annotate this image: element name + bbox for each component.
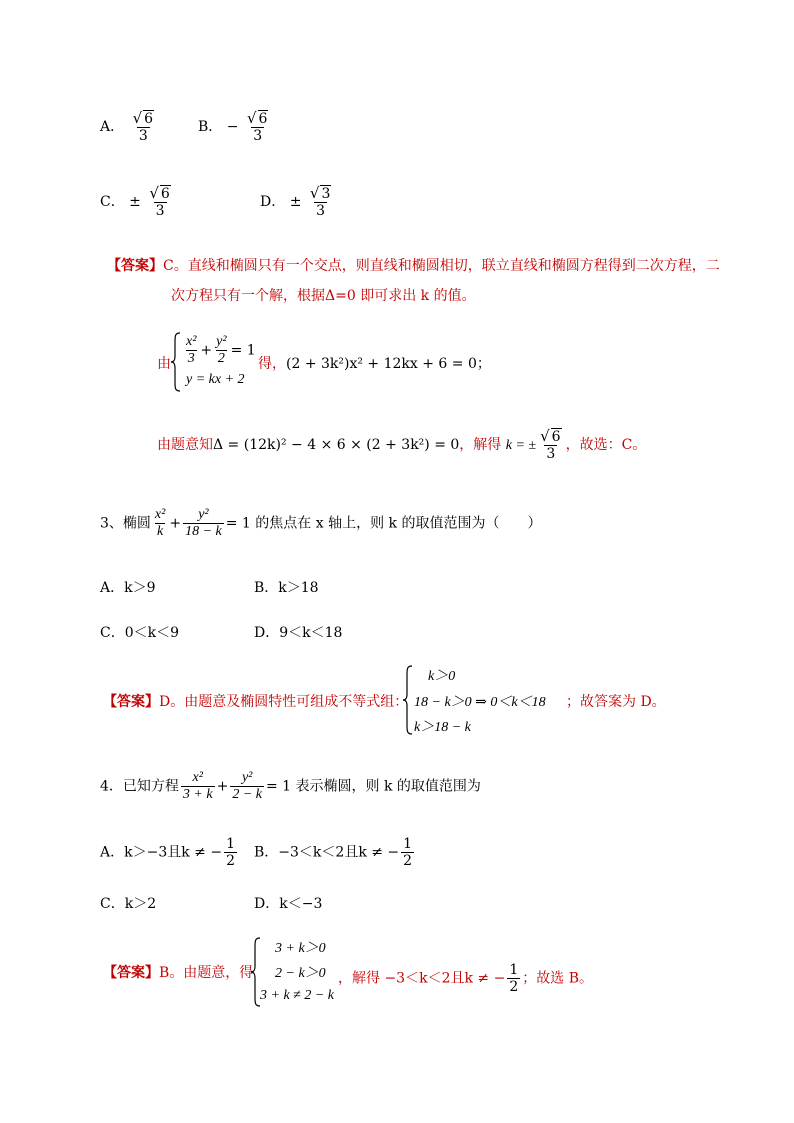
q2-sys-result: (2 + 3k²)x² + 12kx + 6 = 0；	[286, 356, 491, 372]
denominator: 18 − k	[185, 524, 222, 540]
fraction	[181, 770, 215, 803]
q3-answer	[103, 691, 408, 711]
q2-option-a	[100, 110, 158, 144]
left-brace-icon	[170, 332, 182, 392]
denominator: 3	[187, 351, 195, 367]
q3-sys-row2: 18 − k＞0 ⇒ 0＜k＜18	[414, 695, 546, 710]
q4-stem: 4．已知方程 $\frac{\text{x²}}{3 + k}$ + $\frac{\text{y²}}{2 - k}$ = 1 表示椭圆，则 k 的取值范围为	[100, 770, 481, 803]
denominator: 3	[546, 446, 556, 463]
q3-option-a: A．k＞9	[100, 580, 156, 596]
q4-answer-mid	[338, 962, 593, 995]
q2-sys-row2: y = kx + 2	[186, 372, 245, 387]
denominator: 3	[316, 203, 326, 220]
answer-text: C。直线和椭圆只有一个交点，则直线和椭圆相切，联立直线和椭圆方程得到二次方程，二	[163, 258, 720, 274]
radicand: 6	[258, 111, 268, 127]
fraction	[224, 836, 237, 869]
stem-prefix: 3、椭圆	[100, 515, 151, 532]
q3-sys-row1: k＞0	[428, 669, 456, 684]
q3-answer-tail: ；故答案为 D。	[566, 694, 666, 710]
q3-option-c: C．0＜k＜9	[100, 625, 180, 641]
answer-tag: 【答案】	[107, 258, 163, 274]
numerator: 1	[403, 836, 413, 852]
q4-sys-row1: 3 + k＞0	[275, 941, 326, 956]
fraction	[214, 334, 228, 367]
denominator: 3	[155, 203, 165, 220]
numerator: 1	[509, 962, 519, 978]
denominator: 2	[509, 979, 519, 996]
answer-mid: ，解得 −3＜k＜2且k ≠ −	[338, 970, 506, 987]
q3-sys-row3: k＞18 − k	[414, 720, 471, 735]
answer-tag: 【答案】	[103, 965, 159, 981]
q4-option-d: D．k＜−3	[254, 896, 323, 912]
numerator: y²	[216, 334, 227, 349]
fraction	[183, 507, 224, 540]
fraction	[184, 334, 198, 367]
delta-prefix: 由题意知	[157, 437, 213, 454]
fraction: $\frac{√ 6}{3}$	[132, 109, 154, 145]
left-brace-icon	[402, 665, 414, 735]
fraction: $\frac{√ 6}{3}$	[246, 109, 268, 145]
fraction	[153, 507, 167, 540]
q4-option-a	[100, 836, 239, 869]
option-label: C．	[100, 194, 125, 211]
radicand: 6	[160, 186, 170, 202]
q2-option-c	[100, 185, 175, 219]
delta-k: k = ±	[505, 438, 537, 454]
fraction: $\frac{√ 6}{3}$	[540, 427, 561, 463]
radicand: 3	[321, 186, 331, 202]
answer-tag: 【答案】	[103, 694, 159, 710]
q2-option-b	[198, 110, 272, 144]
q2-answer-line2: 次方程只有一个解，根据Δ=0 即可求出 k 的值。	[171, 288, 476, 304]
denominator: 2 − k	[232, 787, 262, 803]
sign: −	[226, 119, 239, 136]
q4-answer	[103, 962, 253, 982]
q4-option-b	[254, 836, 416, 869]
delta-equation: Δ = (12k)² − 4 × 6 × (2 + 3k²) = 0	[213, 437, 460, 454]
option-text: A．k＞−3且k ≠ −	[100, 844, 223, 861]
q2-sys-de: 得，	[258, 356, 286, 372]
denominator: 2	[217, 351, 225, 367]
answer-tail: ；故选 B。	[522, 970, 593, 987]
denominator: k	[157, 524, 164, 540]
fraction	[507, 962, 520, 995]
q4-sys-row2: 2 − k＞0	[275, 966, 326, 981]
stem-suffix: = 1 表示椭圆，则 k 的取值范围为	[266, 778, 481, 795]
option-label: D．	[260, 194, 286, 211]
equation-tail: = 1	[230, 342, 256, 359]
denominator: 2	[226, 853, 235, 870]
option-text: B．−3＜k＜2且k ≠ −	[254, 844, 400, 861]
denominator: 3 + k	[182, 787, 213, 803]
radicand: 6	[551, 429, 561, 445]
numerator: 1	[226, 836, 235, 852]
answer-text: D。由题意及椭圆特性可组成不等式组：	[159, 694, 409, 710]
q2-answer-line1	[107, 255, 720, 275]
fraction	[401, 836, 414, 869]
q4-sys-row3: 3 + k ≠ 2 − k	[260, 988, 335, 1003]
numerator: x²	[154, 507, 166, 522]
fraction: $\frac{√ 6}{3}$	[149, 184, 170, 220]
q4-option-c: C．k＞2	[100, 896, 157, 912]
denominator: 3	[253, 128, 263, 145]
delta-tail: ，故选：C。	[565, 437, 647, 454]
sign: ±	[129, 194, 141, 211]
fraction	[230, 770, 264, 803]
stem-suffix: = 1 的焦点在 x 轴上，则 k 的取值范围为（ ）	[225, 515, 542, 532]
q2-delta-line	[157, 428, 646, 462]
q2-sys-prefix: 由	[157, 356, 171, 372]
numerator: x²	[186, 334, 197, 349]
numerator: x²	[192, 770, 203, 785]
denominator: 2	[403, 853, 413, 870]
fraction: $\frac{√ 3}{3}$	[309, 184, 331, 220]
answer-text: B。由题意，得	[159, 965, 254, 981]
denominator: 3	[138, 128, 148, 145]
q3-stem: 3、椭圆 $\frac{\text{x²}}{k}$ + $\frac{\text{y²}}{18 - k}$ = 1 的焦点在 x 轴上，则 k 的取值范围为（ ）	[100, 507, 542, 540]
radicand: 6	[144, 111, 154, 127]
delta-mid: ，解得	[459, 437, 502, 454]
option-label: B．	[198, 119, 223, 136]
numerator: y²	[241, 770, 253, 785]
q3-option-d: D．9＜k＜18	[254, 625, 343, 641]
stem-prefix: 4．已知方程	[100, 778, 179, 795]
q3-option-b: B．k＞18	[254, 580, 319, 596]
option-label: A．	[100, 119, 125, 136]
q2-sys-row1: $\frac{\text{x²}}{3}$ + $\frac{\text{y²}}{2}$ = 1	[186, 334, 256, 367]
sign: ±	[289, 194, 302, 211]
q2-option-d	[260, 185, 335, 219]
numerator: y²	[198, 507, 209, 522]
